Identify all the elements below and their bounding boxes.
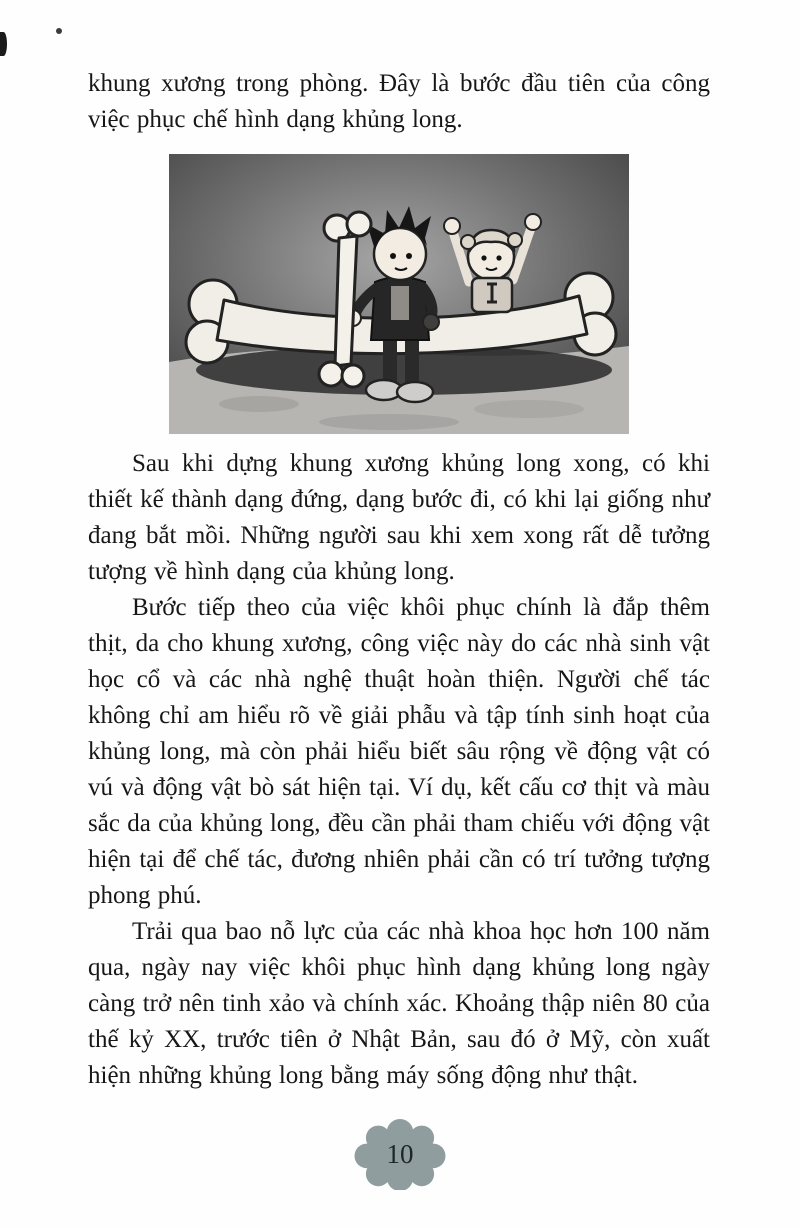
paragraph: Bước tiếp theo của việc khôi phục chính là đắp thêm thịt, da cho khung xương, công việc này do các nhà sinh vật học cổ và các nhà nghệ thuật hoàn thiện. Người chế tác không chỉ am hiểu rõ về giải phẫu và tập tính sinh hoạt của khủng long, mà còn phải hiểu biết sâu rộng về động vật có vú và động vật bò sát hiện tại. Ví dụ, kết cấu cơ thịt và màu sắc da của khủng long, đều cần phải tham chiếu với động vật hiện tại để chế tác, đương nhiên phải cần có trí tưởng tượng phong phú. — [88, 594, 710, 909]
page-number-badge — [352, 1118, 448, 1190]
page-footer — [0, 1118, 800, 1190]
paragraph: Trải qua bao nỗ lực của các nhà khoa học hơn 100 năm qua, ngày nay việc khôi phục hình dạng khủng long ngày càng trở nên tinh xảo và chính xác. Khoảng thập niên 80 của thế kỷ XX, trước tiên ở Nhật Bản, sau đó ở Mỹ, còn xuất hiện những khủng long bằng máy sống động như thật. — [88, 918, 710, 1089]
paragraph: Sau khi dựng khung xương khủng long xong, có khi thiết kế thành dạng đứng, dạng bước đi, có khi lại giống như đang bắt mồi. Những người sau khi xem xong rất dễ tưởng tượng về hình dạng của khủng long. — [88, 450, 710, 585]
paragraph-continuation: khung xương trong phòng. Đây là bước đầu tiên của công việc phục chế hình dạng khủng long. — [88, 70, 710, 133]
illustration-children-with-giant-bone — [169, 154, 629, 434]
scan-speck — [56, 28, 62, 34]
scan-speck — [0, 32, 7, 56]
cartoon-illustration-graphic — [169, 154, 629, 434]
page-number: 10 — [386, 1138, 414, 1169]
